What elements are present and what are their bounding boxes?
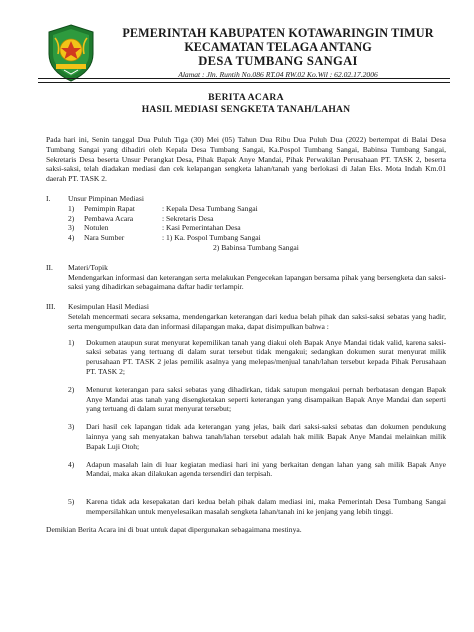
item-text: Dokumen ataupun surat menyurat kepemilikan tanah yang diakui oleh Bapak Anye Mandai tidak valid, karena saksi-saksi sebatas yang tertuang di dalam surat tersebut tidak mengakui; sedangkan dokumen surat menyurat milik perusahaan PT. TASK 2 jelas pemilik asalnya yang melepas/menjual tanah/lahan tersebut kepada Pihak Perusahaan PT. TASK 2; <box>86 337 446 376</box>
letterhead-line-2: KECAMATAN TELAGA ANTANG <box>184 40 372 54</box>
section-3-number: III. <box>46 302 56 312</box>
item-text: Dari hasil cek lapangan tidak ada keterangan yang jelas, baik dari saksi-saksi sebatas dan dokumen pendukung lainnya yang sah menyatakan bahwa tanah/lahan tersebut adalah hak milik Bapak Anye Mandai melainkan milik Bapak Luji Otoh; <box>86 422 446 451</box>
regency-emblem-icon <box>46 24 96 82</box>
letterhead-line-1: PEMERINTAH KABUPATEN KOTAWARINGIN TIMUR <box>122 26 434 40</box>
member-number: 3) <box>68 223 75 233</box>
letterhead-address: Alamat : Jln. Runtih No.086 RT.04 RW.02 Ko.Wil : 62.02.17.2006 <box>178 70 378 79</box>
section-2-body: Mendengarkan informasi dan keterangan serta melakukan Pengecekan lapangan bersama pihak yang bersengketa dan saksi-saksi yang dihadirkan sebagaimana daftar hadir terlampir. <box>68 272 446 292</box>
member-sub-source: 2) Babinsa Tumbang Sangai <box>213 242 299 252</box>
section-1-title: Unsur Pimpinan Mediasi <box>68 193 144 203</box>
member-number: 4) <box>68 233 75 243</box>
member-number: 1) <box>68 203 75 213</box>
member-role: Pembawa Acara <box>84 213 134 223</box>
title-line-1: BERITA ACARA <box>208 92 284 103</box>
member-row <box>68 223 446 233</box>
section-1 <box>46 194 446 253</box>
member-list <box>68 204 446 243</box>
member-row <box>68 233 446 243</box>
member-row <box>68 214 446 224</box>
list-item <box>68 422 446 451</box>
closing-paragraph: Demikian Berita Acara ini di buat untuk dapat dipergunakan sebagaimana mestinya. <box>46 524 302 534</box>
item-number: 2) <box>68 384 75 394</box>
member-row <box>68 204 446 214</box>
letterhead-rule <box>38 78 450 83</box>
document-title <box>46 92 446 116</box>
title-line-2: HASIL MEDIASI SENGKETA TANAH/LAHAN <box>141 104 351 115</box>
letterhead <box>46 0 446 88</box>
member-value: : Sekretaris Desa <box>162 213 214 223</box>
item-text: Karena tidak ada kesepakatan dari kedua belah pihak dalam mediasi ini, maka Pemerintah Desa Tumbang Sangai mempersilahkan untuk menyelesaikan masalah sengketa lahan/tanah ini ke jenjang yang lebih tinggi. <box>86 497 446 516</box>
member-value: : 1) Ka. Pospol Tumbang Sangai <box>162 233 261 243</box>
member-number: 2) <box>68 213 75 223</box>
member-role: Notulen <box>84 223 109 233</box>
item-number: 5) <box>68 497 75 507</box>
list-item <box>68 497 446 517</box>
item-number: 3) <box>68 422 75 432</box>
member-value: : Kepala Desa Tumbang Sangai <box>162 203 258 213</box>
conclusion-list <box>68 338 446 517</box>
section-3-intro: Setelah mencermati secara seksama, mendengarkan keterangan dari kedua belah pihak dan saksi-saksi sebatas yang hadir, serta mengumpulkan data dan informasi dilapangan maka, dapat disimpulkan bahwa : <box>68 311 446 331</box>
member-role: Pemimpin Rapat <box>84 203 135 213</box>
section-3 <box>46 302 446 517</box>
section-2-title: Materi/Topik <box>68 262 108 272</box>
member-role: Nara Sumber <box>84 233 125 243</box>
list-item <box>68 385 446 414</box>
section-1-number: I. <box>46 193 51 203</box>
letterhead-line-3: DESA TUMBANG SANGAI <box>198 54 358 68</box>
list-item <box>68 338 446 377</box>
letterhead-text <box>110 26 446 80</box>
item-text: Menurut keterangan para saksi sebatas yang dihadirkan, tidak satupun mengakui pernah berbatasan dengan Bapak Anye Mandai atas tanah yang disengketakan seperti keterangan yang disampaikan Bapak Anye Mandai dan seperti yang tertuang di dalam surat menyurat tersebut; <box>86 384 446 414</box>
list-item <box>68 460 446 480</box>
section-3-title: Kesimpulan Hasil Mediasi <box>68 302 149 312</box>
member-value: : Kasi Pemerintahan Desa <box>162 223 241 233</box>
section-2-number: II. <box>46 262 53 272</box>
item-number: 4) <box>68 459 75 469</box>
item-text: Adapun masalah lain di luar kegiatan mediasi hari ini yang berkaitan dengan lahan yang sah milik Bapak Anye Mandai, maka akan dilakukan agenda tersendiri dan terpisah. <box>86 459 446 479</box>
section-2 <box>46 263 446 292</box>
item-number: 1) <box>68 337 75 347</box>
opening-paragraph: Pada hari ini, Senin tanggal Dua Puluh Tiga (30) Mei (05) Tahun Dua Ribu Dua Puluh Dua (2022) bertempat di Balai Desa Tumbang Sangai yang dihadiri oleh Kepala Desa Tumbang Sangai, Ka.Pospol Tumbang Sangai, Babinsa Tumbang Sangai, Sekretaris Desa beserta Unsur Perangkat Desa, Pihak Bapak Anye Mandai, Pihak Perwakilan Perusahaan PT. TASK 2, beserta saksi-saksi, telah diadakan mediasi dan cek kelapangan sengketa lahan/tanah yang berlokasi di Jalan Eks. Mota Indah Km.01 daerah PT. TASK 2. <box>46 135 446 184</box>
